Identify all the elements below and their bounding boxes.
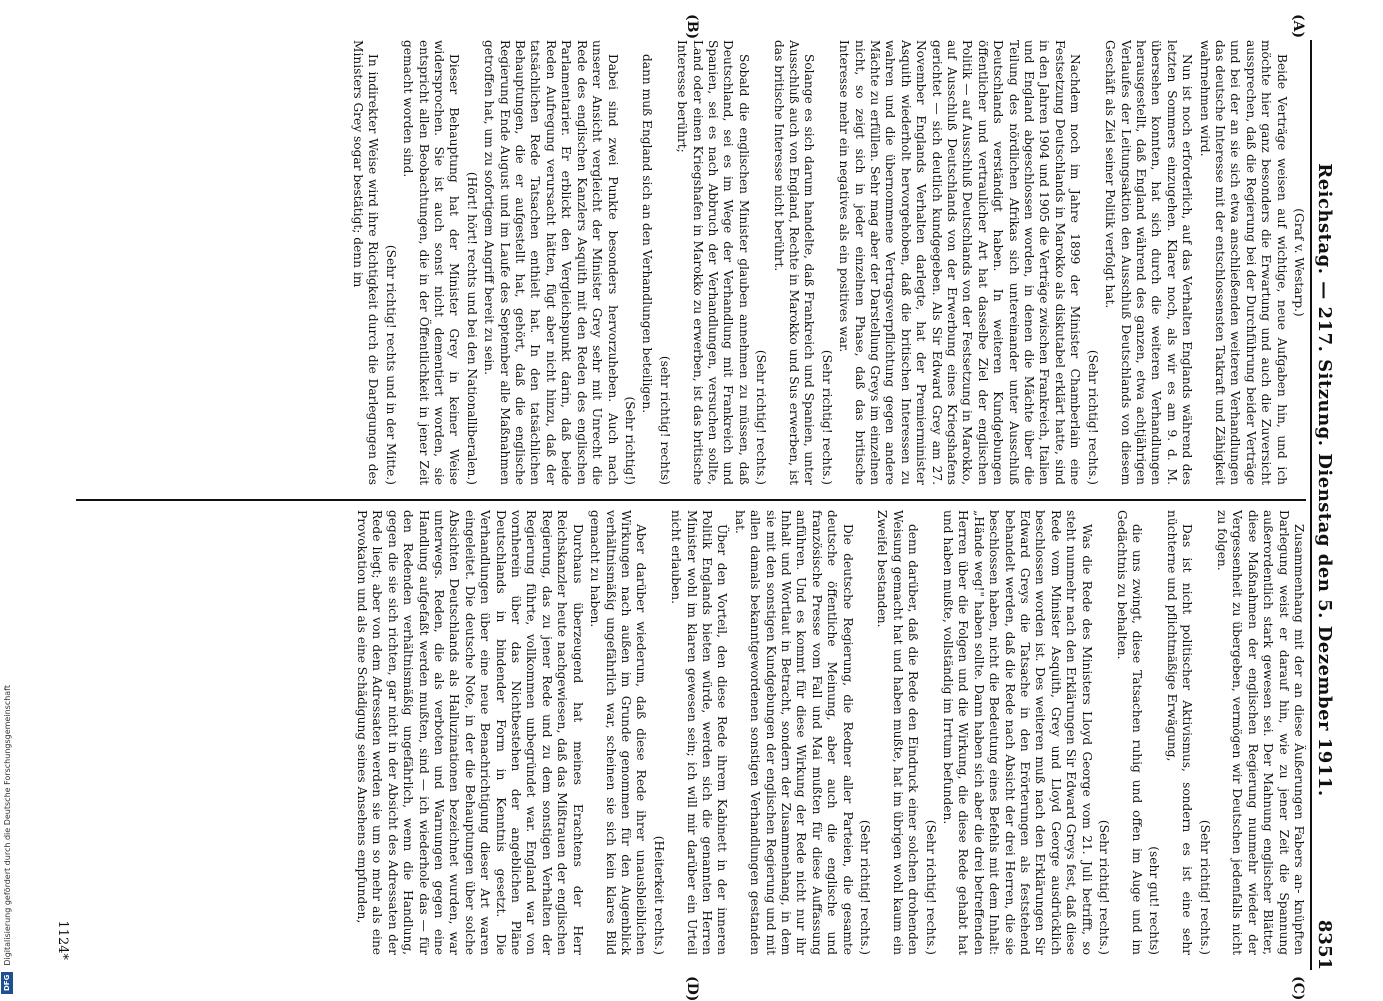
paragraph: Zusammenhang mit der an diese Äußerungen Fabers an- knüpften Darlegung weist er darauf hin, wie zu jener Zeit die Spannung außerordentlich stark gewesen sei. Der Mahnung englischer Blätter, diese Maßnahmen der englischen Regierung nunmehr wieder der Vergessenheit zu übergeben, vermögen wir Deutschen jedenfalls nicht zu folgen. bbox=[1214, 510, 1306, 955]
paragraph: (Sehr richtig! rechts.) bbox=[858, 819, 873, 955]
header-title: Reichstag. — 217. Sitzung. Dienstag den 5. Dezember 1911. bbox=[1314, 163, 1335, 797]
paragraph: (Heiterkeit rechts.) bbox=[651, 835, 666, 955]
paragraph: (sehr gut! rechts) bbox=[1147, 846, 1162, 955]
page-header bbox=[1310, 40, 1340, 970]
paragraph: die uns zwingt, diese Tatsachen ruhig und offen im Auge und im Gedächtnis zu behalten. bbox=[1114, 510, 1144, 955]
paragraph: Sobald die englischen Minister glauben annehmen zu müssen, daß Deutschland, sei es im Wege der Verhandlung mit Frankreich und Spanien, sei es nach Abbruch der Verhandlungen, versuchen sollte, Land oder einen Kriegshafen in Marokko zu erwerben, ist das britische Interesse berührt; bbox=[675, 40, 751, 485]
dfg-logo-icon: DFG bbox=[1, 972, 13, 994]
paragraph: Aber darüber wiederum, daß diese Rede ihrer unausbleiblichen Wirkungen nach außen im Grunde genommen für den Augenblick verhältnismäßig ungefährlich war, scheinen sie sich kein klares Bild gemacht zu haben. bbox=[588, 510, 649, 955]
document-page bbox=[50, 14, 1340, 1001]
paragraph: denn darüber, daß die Rede den Eindruck einer solchen drohenden Weisung gemacht hat und haben mußte, hat im übrigen wohl kaum ein Zweifel bestanden. bbox=[875, 510, 921, 955]
left-column bbox=[76, 40, 1306, 485]
margin-mark-c: (C) bbox=[1290, 976, 1306, 1001]
paragraph: (Hört! hört! rechts und bei den Nationalliberalen.) bbox=[464, 171, 479, 485]
paragraph: In indirekter Weise wird ihre Richtigkeit durch die Darlegungen des Ministers Grey sogar bestätigt; denn im bbox=[351, 40, 381, 485]
paragraph: Das ist nicht politischer Aktivismus, sondern es ist eine sehr nüchterne und pflichtmäßige Erwägung, bbox=[1164, 510, 1195, 955]
right-column bbox=[76, 510, 1306, 955]
margin-mark-b: (B) bbox=[684, 14, 700, 40]
paragraph: Dieser Behauptung hat der Minister Grey in keiner Weise widersprochen. Sie ist auch sonst nicht dementiert worden, sie entspricht allen Beobachtungen, die in der Öffentlichkeit in jener Zeit gemacht worden sind. bbox=[401, 40, 462, 485]
paragraph: (Sehr richtig! rechts.) bbox=[1097, 819, 1112, 955]
paragraph: Über den Vorteil, den diese Rede ihrem Kabinett in der inneren Politik Englands bieten würde, werden sich die genannten Herren Minister wohl im klaren gewesen sein; ich will mir darüber ein Urteil nicht erlauben. bbox=[669, 510, 730, 955]
digitization-credit: Digitalisierung gefördert durch die Deutsche Forschungsgemeinschaft bbox=[2, 685, 12, 966]
paragraph: Beide Verträge weisen auf wichtige, neue Aufgaben hin, und ich möchte hier ganz besonders die Erwartung und auch die Zuversicht aussprechen, daß die Regierung bei der Durchführung beider Verträge und bei der an sie sich etwa anschließenden weiteren Verhandlungen das deutsche Interesse mit der entschlossensten Tatkraft und Zähigkeit wahrnehmen wird. bbox=[1197, 40, 1289, 485]
paragraph: (sehr richtig! rechts) bbox=[657, 355, 672, 485]
column-divider bbox=[76, 499, 1306, 501]
digitization-sidebar bbox=[0, 0, 14, 1000]
margin-mark-a: (A) bbox=[1290, 14, 1306, 39]
sheet-signature: 1124* bbox=[55, 920, 70, 960]
page-number: 8351 bbox=[1314, 919, 1335, 970]
margin-mark-d: (D) bbox=[684, 976, 700, 1001]
paragraph: (Sehr richtig! rechts.) bbox=[1085, 349, 1100, 485]
paragraph: (Sehr richtig! rechts.) bbox=[923, 819, 938, 955]
paragraph: Die deutsche Regierung, die Redner aller Parteien, die gesamte deutsche öffentliche Meinung, aber auch die englische und französische Presse vom Fall und Mai mußten für diese Auffassung anführen. Und es kommt für diese Wirkung der Rede nicht nur ihr Inhalt und Wortlaut in Betracht, sondern der Zusammenhang, in dem sie mit den sonstigen Kundgebungen der englischen Regierung und mit allen damals bekanntgewordenen sonstigen Verhandlungen gestanden hat. bbox=[732, 510, 855, 955]
paragraph: dann muß England sich an den Verhandlungen beteiligen. bbox=[640, 54, 655, 414]
paragraph: (Sehr richtig!) bbox=[622, 396, 637, 485]
paragraph: Dabei sind zwei Punkte besonders hervorzuheben. Auch nach unserer Ansicht vergleicht der Minister Grey sehr mit Unrecht die Rede des englischen Kanzlers Asquith mit den Reden des englischen Parlamentarier. Er erblickt den Vergleichspunkt darin, daß beide Reden Aufregung verursacht hätten, fügt aber nicht hinzu, daß der tatsächlichen Rede Tatsachen enthielt hat. In den tatsächlichen Behauptungen, die er aufgestellt hat, gehört, daß die englische Regierung Ende August und im Laufe des September alle Maßnahmen getroffen hat, um zu sofortigem Angriff bereit zu sein. bbox=[482, 40, 620, 485]
paragraph: (Sehr richtig! rechts.) bbox=[754, 349, 769, 485]
paragraph: (Graf v. Westarp.) bbox=[1292, 208, 1306, 317]
paragraph: Durchaus überzeugend hat meines Erachtens der Herr Reichskanzler heute nachgewiesen, daß das Mißtrauen der englischen Regierung, das zu jener Rede und zu dem sonstigen Verhalten der Regierung führte, vollkommen unbegründet war. England war von vornherein über das Nichtbestehen der angeblichen Pläne Deutschlands in bindender Form in Kenntnis gesetzt. Die Verhandlungen über eine neue Benachrichtigung dieser Art waren eingeleitet. Die deutsche Note, in der die Behauptungen über solche Absichten Deutschlands als Halluzinationen bezeichnet wurden, war unterwegs. Reden, die als verboten und Warnungen gegen eine Handlung aufgefaßt werden mußten, sind — ich wiederhole das — für den Redenden verhältnismäßig ungefährlich, wenn die Handlung, gegen die sie sich richten, gar nicht in der Absicht des Adressaten der Rede liegt; aber von dem Adressaten werden sie um so mehr als eine Provokation und als eine Schädigung seines Ansehens empfunden, bbox=[355, 510, 585, 955]
paragraph: Solange es sich darum handelte, daß Frankreich und Spanien, unter Ausschluß auch von England, Rechte in Marokko und Sus erwerben, ist das britische Interesse nicht berührt. bbox=[771, 40, 817, 485]
paragraph: Was die Rede des Ministers Lloyd George vom 21. Juli betrifft, so steht nunmehr nach den Erklärungen Sir Edward Greys fest, daß diese Rede vom Minister Asquith, Grey und Lloyd George ausdrücklich beschlossen worden ist. Des weiteren muß nach den Erklärungen Sir Edward Greys die Tatsache in den Erörterungen als feststehend behandelt werden, daß die Rede nach Absicht der drei Herren, die sie beschlossen haben, nicht die Bedeutung eines Befehls mit dem Inhalt: „Hände weg!" haben sollte. Dann haben sich aber die drei betreffenden Herren über die Folgen und die Wirkung, die diese Rede gehabt hat und haben mußte, vollständig im Irrtum befunden. bbox=[941, 510, 1094, 955]
paragraph: (Sehr richtig! rechts.) bbox=[1197, 819, 1212, 955]
paragraph: Nun ist noch erforderlich, auf das Verhalten Englands während des letzten Sommers einzugehen. Klarer noch, als wir es am 9. d. M. übersehen konnten, hat sich durch die weiteren Verhandlungen herausgestellt, daß England während des ganzen, etwa achtjährigen Verlaufes der Leitungsaktion den Ausschluß Deutschlands von diesem Geschäft als Ziel seiner Politik verfolgt hat. bbox=[1103, 40, 1195, 485]
paragraph: Nachdem noch im Jahre 1899 der Minister Chamberlain eine Festsetzung Deutschlands in Marokko als diskutabel erklärt hatte, sind in den Jahren 1904 und 1905 die Verträge zwischen Frankreich, Italien und England abgeschlossen worden, in denen die Mächte über die Teilung des nördlichen Afrikas sich untereinander unter Ausschluß Deutschlands verständigt haben. In weiteren Kundgebungen öffentlicher und vertraulicher Art hat dasselbe Ziel der englischen Politik — auf Ausschluß Deutschlands von der Festsetzung in Marokko, auf Ausschluß Deutschlands von der Erwerbung eines Kriegshafens gerichtet — sich deutlich kundgegeben. Als Sir Edward Grey am 27. November Englands Verhalten darlegte, hat der Premierminister Asquith wiederholt hervorgehoben, daß die britischen Interessen zu wahren und die übernommene Vertragsverpflichtung gegen andere Mächte zu erfüllen. Sehr mag aber der Darstellung Greys im einzelnen nicht, so zeigt sich in jeder einzelnen Phase, daß das britische Interesse mehr ein negatives als ein positives war. bbox=[837, 40, 1083, 485]
paragraph: (Sehr richtig! rechts.) bbox=[819, 349, 834, 485]
paragraph: (Sehr richtig! rechts und in der Mitte.) bbox=[383, 244, 398, 485]
